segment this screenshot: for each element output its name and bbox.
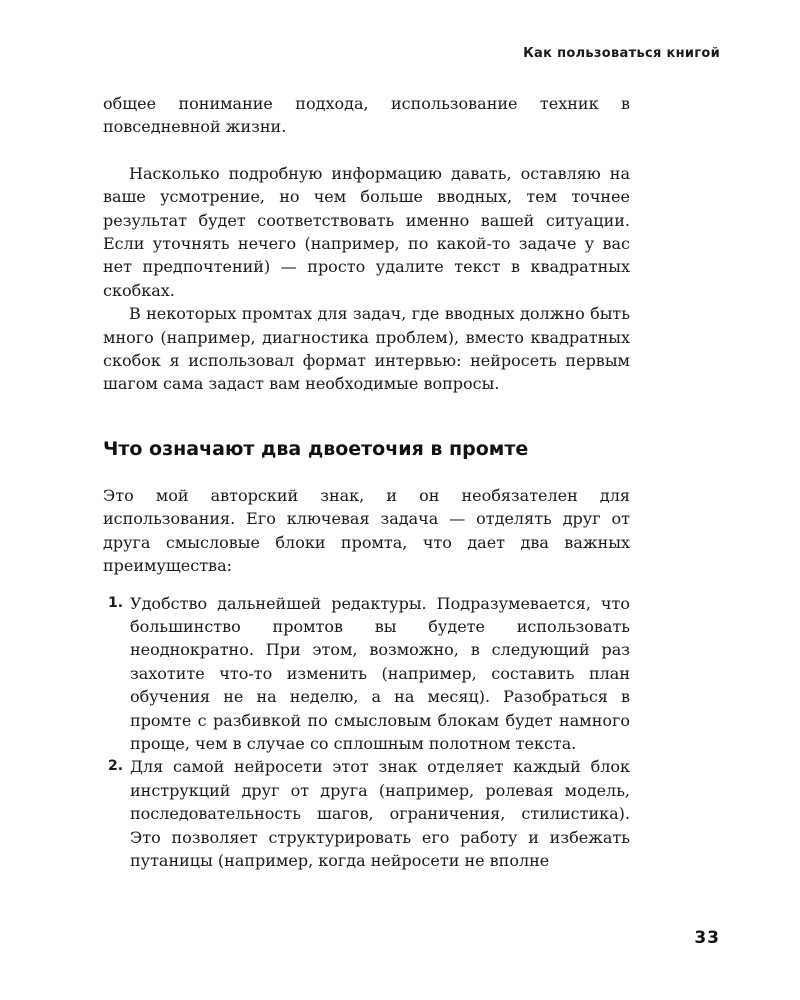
- list-item-number: 2.: [108, 758, 124, 775]
- list-item-text: Удобство дальнейшей редактуры. Подразумевается, что большинство промтов вы будете использовать неоднократно. При этом, возможно, в следующий раз захотите что-то изменить (например, составить план обучения не на неделю, а на месяц). Разобраться в промте с разбивкой по смысловым блокам будет намного проще, чем в случае со сплошным полотном текста.: [130, 593, 630, 753]
- paragraph-detail-level: Насколько подробную информацию давать, оставляю на ваше усмотрение, но чем больше вводных, тем точнее результат будет соответствовать именно вашей ситуации. Если уточнять нечего (например, по какой-то задаче у вас нет предпочтений) — просто удалите текст в квадратных скобках.: [103, 163, 630, 300]
- list-item: [103, 755, 630, 872]
- list-item: [103, 592, 630, 756]
- paragraph-interview-format: В некоторых промтах для задач, где вводных должно быть много (например, диагностика проблем), вместо квадратных скобок я использовал формат интервью: нейросеть первым шагом сама задаст вам необходимые вопросы.: [103, 304, 630, 394]
- page-number: 33: [694, 928, 720, 948]
- section-heading: Что означают два двоеточия в промте: [103, 437, 529, 460]
- page-body: [103, 92, 630, 872]
- paragraph-continuation: общее понимание подхода, использование техник в повседневной жизни.: [103, 94, 630, 137]
- list-item-text: Для самой нейросети этот знак отделяет каждый блок инструкций друг от друга (например, ролевая модель, последовательность шагов, ограничения, стилистика). Это позволяет структурировать его работу и избежать путаницы (например, когда нейросети не вполне: [130, 757, 630, 870]
- section-intro: Это мой авторский знак, и он необязателен для использования. Его ключевая задача — отделять друг от друга смысловые блоки промта, что дает два важных преимущества:: [103, 485, 630, 576]
- benefits-list: [103, 592, 630, 873]
- running-header: Как пользоваться книгой: [523, 46, 720, 61]
- list-item-number: 1.: [108, 594, 124, 611]
